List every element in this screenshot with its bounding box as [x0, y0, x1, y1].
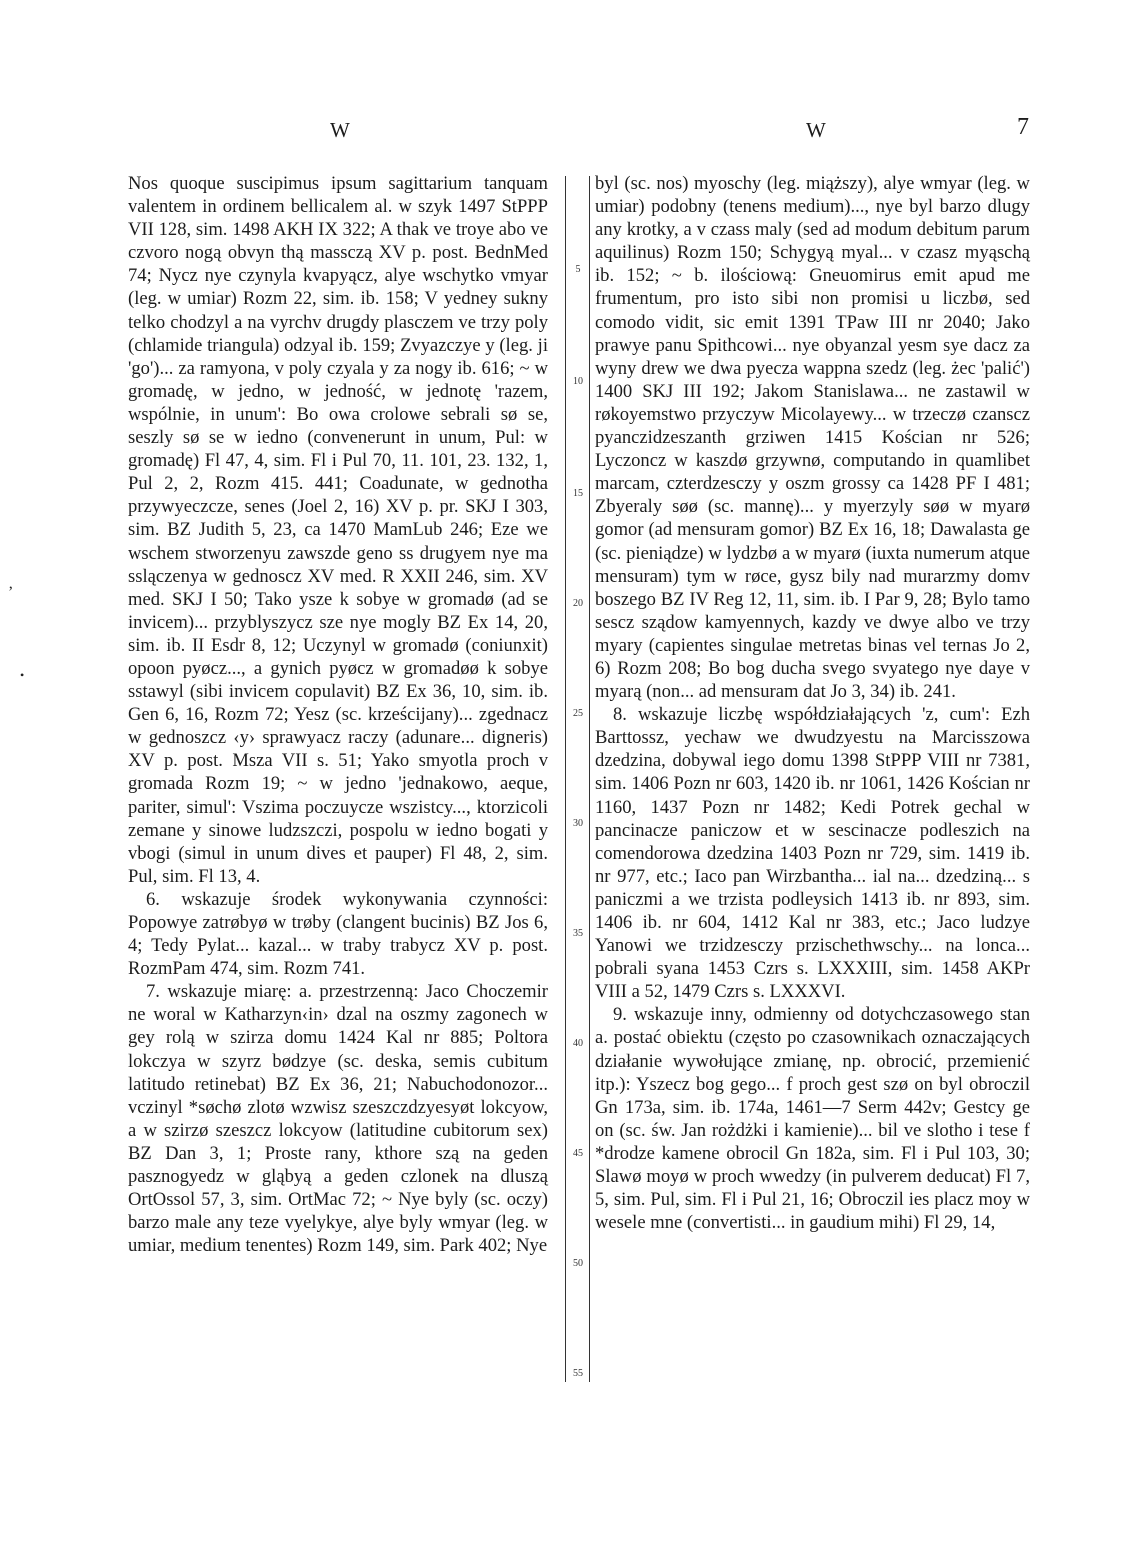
right-column: [595, 172, 1030, 1234]
line-number: 20: [573, 598, 583, 609]
scan-speck: ʼ: [8, 584, 14, 601]
line-number: 30: [573, 818, 583, 829]
right-paragraph-sense-9: 9. wskazuje inny, odmienny od dotychczasowego stan a. postać obiektu (często po czasownikach oznaczających działanie wywołujące zmianę, np. obrocić, przemienić itp.): Yszecz bog gego... f proch gest szø on byl obroczil Gn 173a, sim. ib. 174a, 1461—7 Serm 442v; Gestcy ge on (sc. św. Jan rożdżki i kamienie)... bil ve slotho i tese f *drodze kamene obrocil Gn 182a, sim. Fl i Pul 103, 30; Slawø moyø w proch wwedzy (in pulverem deducat) Fl 7, 5, sim. Pul, sim. Fl i Pul 21, 16; Obroczil ies placz moy w wesele mne (convertisti... in gaudium mihi) Fl 29, 14,: [595, 1004, 1030, 1234]
left-paragraph-continuation: Nos quoque suscipimus ipsum sagittarium tanquam valentem in ordinem bellicalem al. w szyk 1497 StPPP VII 128, sim. 1498 AKH IX 322; A thak ve troye abo ve czvoro nogą obvyn thą massczą XV p. post. BednMed 74; Nycz nye czynyla kvapyącz, alye wschytko vmyar (leg. w umiar) Rozm 22, sim. ib. 158; V yedney sukny telko chodzyl a na vyrchv drugdy plasczem ve trzy poly (chlamide triangula) odzyal ib. 159; Zvyazczye y (leg. ji 'go')... za ramyona, v poly czyala y za nogy ib. 616; ~ w gromadę, w jedno, w jedność, w jednotę 'razem, wspólnie, in unum': Bo owa crolowe sebrali sø se, seszly sø se w iedno (convenerunt in unum, Pul: w gromadę) Fl 47, 4, sim. Fl i Pul 70, 11. 101, 23. 132, 1, Pul 2, 2, Rozm 415. 441; Coadunate, w gednotha przywyeczcze, senes (Joel 2, 16) XV p. pr. SKJ I 303, sim. BZ Judith 5, 23, ca 1470 MamLub 246; Eze we wschem stworzenyu zawszde geno ss drugyem nye ma sslączenya w gednoscz XV med. R XXII 246, sim. XV med. SKJ I 50; Tako ysze k sobye w gromadø (ad se invicem)... przyblyszycz sze nye mogly BZ Ex 14, 20, sim. ib. II Esdr 8, 12; Uczynyl w gromadø (coniunxit) opoon pyøcz..., a gynich pyøcz w gromadøø k sobye sstawyl (sibi invicem copulavit) BZ Ex 36, 10, sim. ib. Gen 6, 16, Rozm 72; Yesz (sc. krześcijany)... zgednacz w gednoszcz ‹y› sprawyacz raczy (adunare... digneris) XV p. post. Msza VII s. 51; Yako smyotla proch v gromada Rozm 19; ~ w jedno 'jednakowo, aeque, pariter, simul': Vszima poczuycze wszistcy..., ktorzicoli zemane y sinowe ludzszczi, pospolu w iedno bogati y vbogi (simul in unum dives et pauper) Fl 48, 2, sim. Pul, sim. Fl 13, 4.: [128, 173, 548, 887]
scan-speck: •: [20, 668, 25, 682]
line-number: 5: [575, 264, 581, 275]
left-paragraph-sense-7: 7. wskazuje miarę: a. przestrzenną: Jaco Choczemir ne woral w Katharzyn‹in› dzal na oszmy zagonech w gey rolą w szirza domu 1424 Kal nr 885; Poltora lokczya w szyrz bødzye (sc. deska, semis cubitum latitudo retinebat) BZ Ex 36, 21; Nabuchodonozor... vczinyl *søchø zlotø wzwisz szeszczdzyesyøt lokcyow, a w szirzø szeszcz lokcyow (latitudine cubitorum sex) BZ Dan 3, 1; Proste rany, kthore szą na geden pasznogyedz w gląbyą a geden czlonek na dluszą OrtOssol 57, 3, sim. OrtMac 72; ~ Nye byly (sc. oczy) barzo male any teze vyelykye, alye byly wmyar (leg. w umiar, medium tenentes) Rozm 149, sim. Park 402; Nye: [128, 981, 548, 1257]
line-number: 10: [573, 376, 583, 387]
column-divider-left: [565, 176, 566, 1382]
line-number: 40: [573, 1038, 583, 1049]
line-number: 15: [573, 488, 583, 499]
left-running-head: W: [330, 118, 351, 142]
left-column: [128, 172, 548, 1257]
right-running-head: W: [806, 118, 827, 142]
left-paragraph-sense-6: 6. wskazuje środek wykonywania czynności: Popowye zatrøbyø w trøby (clangent bucinis) BZ Jos 6, 4; Tedy Pylat... kazal... w traby trabycz XV p. post. RozmPam 474, sim. Rozm 741.: [128, 888, 548, 980]
line-number: 25: [573, 708, 583, 719]
column-divider-right: [589, 176, 590, 1382]
line-number: 35: [573, 928, 583, 939]
line-number: 45: [573, 1148, 583, 1159]
line-number: 50: [573, 1258, 583, 1269]
page-number: 7: [1017, 114, 1029, 140]
right-paragraph-continuation: byl (sc. nos) myoschy (leg. miąższy), alye wmyar (leg. w umiar) podobny (tenens medium)..., nye byl barzo dlugy any krotky, a v czass maly (sed ad modum debitum parum aquilinus) Rozm 150; Schygyą myal... v czasz myąschą ib. 152; ~ b. ilościową: Gneuomirus emit apud me frumentum, pro isto sibi non promisi u liczbø, sed comodo vidit, sic emit 1391 TPaw III nr 2040; Jako prawye panu Spithcowi... nye obyanzal yesm sye dacz za wyny drew we dwa pyecza wappna szedz (leg. żec 'palić') 1400 SKJ III 192; Jakom Stanislawa... ne zastawil w røkoyemstwo przyczyw Micolayewy... w trzeczø czanscz pyanczidzeszanth grziwen 1415 Kościan nr 526; Lyczoncz w kaszdø grzywnø, computando in quamlibet marcam, czterdzesczy y oszm grossy ca 1428 PF I 481; Zbyeraly søø (sc. mannę)... y myerzyly søø w myarø gomor (ad mensuram gomor) BZ Ex 16, 18; Dawalasta ge (sc. pieniądze) w lydzbø a w myarø (iuxta numerum atque mensuram) tym w røce, gysz bily nad murarzmy domv boszego BZ IV Reg 12, 11, sim. ib. I Par 9, 28; Bylo tamo sescz sządow kamyennych, kazdy ve dwye albo ve trzy myary (capientes singulae metretas binas vel ternas Jo 2, 6) Rozm 208; Bo bog ducha svego svyatego nye daye v myarą (non... ad mensuram dat Jo 3, 34) ib. 241.: [595, 173, 1030, 703]
line-number: 55: [573, 1368, 583, 1379]
right-paragraph-sense-8: 8. wskazuje liczbę współdziałających 'z, cum': Ezh Barttossz, yechaw we dwudzyestu na Marcisszowa dzedzina, dobywal iego domu 1398 StPPP VIII nr 7381, sim. 1406 Pozn nr 603, 1420 ib. nr 1061, 1426 Kościan nr 1160, 1437 Pozn nr 1482; Kedi Potrek gechal w pancinacze paniczow et w sescinacze podleszich na comendorowa dzedzina 1403 Pozn nr 729, sim. 1419 ib. nr 977, etc.; Iaco pan Wirzbantha... ial na... dzedziną... s paniczmi a we trzista podleysich 1413 ib. nr 893, sim. 1406 ib. nr 604, 1412 Kal nr 383, etc.; Jaco ludzye Yanowi we trzidzesczy przischethwschy... na lonca... pobrali syana 1453 Czrs s. LXXXIII, sim. 1458 AKPr VIII a 52, 1479 Czrs s. LXXXVI.: [595, 704, 1030, 1003]
